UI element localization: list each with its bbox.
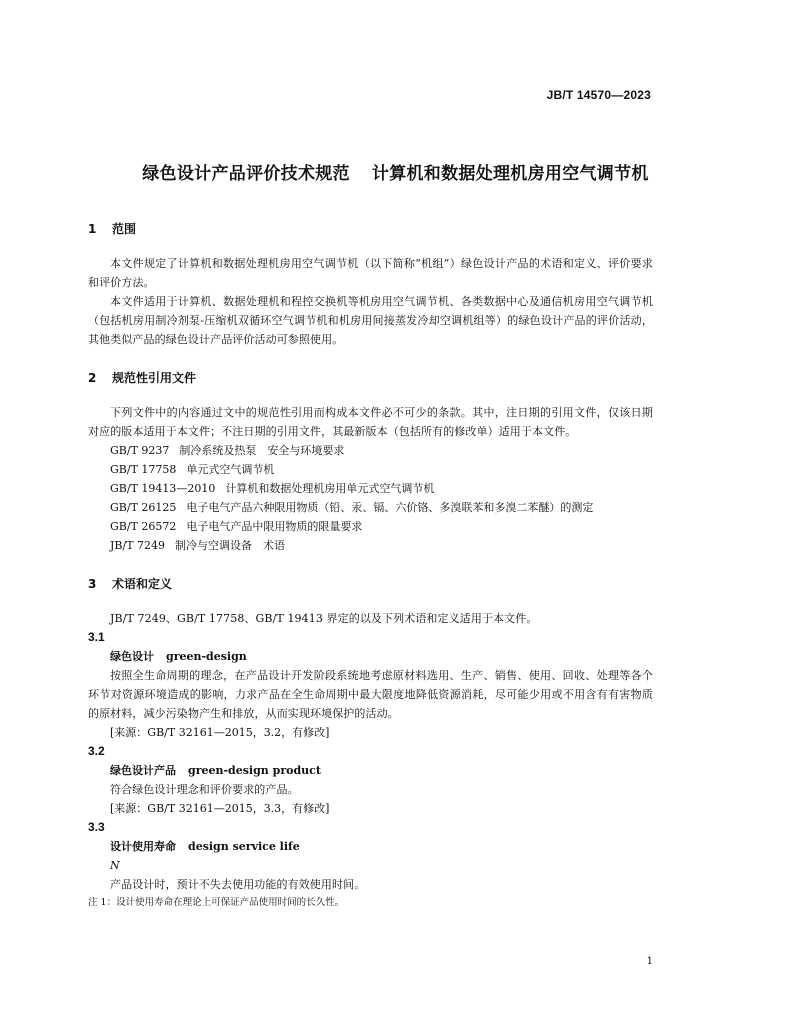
- title-part2: 计算机和数据处理机房用空气调节机: [371, 164, 649, 184]
- section2-number: 2: [88, 371, 97, 385]
- term-definition: 按照全生命周期的理念，在产品设计开发阶段系统地考虑原材料选用、生产、销售、使用、回收、处理等各个环节对资源环境造成的影响，力求产品在全生命周期中最大限度地降低资源消耗，尽可能少用或不用含有有害物质的原材料，减少污染物产生和排放，从而实现环境保护的活动。: [88, 669, 653, 720]
- reference-item: [88, 517, 653, 536]
- term-name-en: green-design: [166, 650, 247, 663]
- reference-code: GB/T 26125: [110, 501, 177, 514]
- section3-title: 术语和定义: [112, 577, 173, 591]
- reference-code: GB/T 19413—2010: [110, 482, 216, 495]
- reference-item: [88, 441, 653, 460]
- section1-number: 1: [88, 222, 97, 236]
- reference-item: [88, 498, 653, 517]
- reference-item: [88, 536, 653, 555]
- reference-item: [88, 479, 653, 498]
- reference-code: JB/T 7249: [110, 539, 166, 552]
- section2-intro: 下列文件中的内容通过文中的规范性引用而构成本文件必不可少的条款。其中，注日期的引用文件，仅该日期对应的版本适用于本文件；不注日期的引用文件，其最新版本（包括所有的修改单）适用于本文件。: [88, 406, 653, 438]
- term-name: [88, 647, 653, 666]
- section3-number: 3: [88, 577, 97, 591]
- reference-code: GB/T 26572: [110, 520, 177, 533]
- reference-item: [88, 460, 653, 479]
- term-name: [88, 837, 653, 856]
- term-name-en: design service life: [188, 840, 300, 853]
- term-number: 3.1: [88, 630, 105, 644]
- document-code: JB/T 14570—2023: [546, 88, 651, 102]
- term-name-cn: 设计使用寿命: [110, 840, 176, 853]
- term-definition: 产品设计时，预计不失去使用功能的有效使用时间。: [110, 878, 366, 891]
- term-number: 3.2: [88, 744, 105, 758]
- reference-code: GB/T 9237: [110, 444, 170, 457]
- reference-name: 计算机和数据处理机房用单元式空气调节机: [225, 482, 435, 495]
- section3-heading: [88, 575, 653, 593]
- reference-name: 单元式空气调节机: [186, 463, 275, 476]
- page-number: 1: [646, 956, 653, 967]
- term-name-cn: 绿色设计: [110, 650, 154, 663]
- section2-heading: [88, 369, 653, 387]
- title-part1: 绿色设计产品评价技术规范: [142, 164, 350, 184]
- reference-name: 电子电气产品中限用物质的限量要求: [186, 520, 363, 533]
- term-note: 注 1：设计使用寿命在理论上可保证产品使用时间的长久性。: [88, 897, 345, 908]
- reference-name: 制冷系统及热泵 安全与环境要求: [179, 444, 345, 457]
- term-name: [88, 761, 653, 780]
- reference-code: GB/T 17758: [110, 463, 177, 476]
- term-definition: 符合绿色设计理念和评价要求的产品。: [110, 783, 299, 796]
- section1-heading: [88, 220, 653, 238]
- term-name-cn: 绿色设计产品: [110, 764, 176, 777]
- section2-title: 规范性引用文件: [112, 371, 197, 385]
- reference-name: 制冷与空调设备 术语: [175, 539, 286, 552]
- term-source: [来源：GB/T 32161—2015，3.3，有修改]: [110, 802, 330, 815]
- term-number: 3.3: [88, 820, 105, 834]
- reference-name: 电子电气产品六种限用物质（铅、汞、镉、六价铬、多溴联苯和多溴二苯醚）的测定: [186, 501, 594, 514]
- term-source: [来源：GB/T 32161—2015，3.2，有修改]: [110, 726, 330, 739]
- document-title: [0, 159, 791, 184]
- section1-title: 范围: [112, 222, 137, 236]
- term-symbol: N: [110, 859, 120, 872]
- section1-para-1: 本文件规定了计算机和数据处理机房用空气调节机（以下简称“机组”）绿色设计产品的术语和定义、评价要求和评价方法。: [88, 257, 653, 289]
- section3-intro: JB/T 7249、GB/T 17758、GB/T 19413 界定的以及下列术语和定义适用于本文件。: [110, 612, 538, 625]
- term-name-en: green-design product: [188, 764, 321, 777]
- document-body: [88, 220, 653, 911]
- section1-para-2: 本文件适用于计算机、数据处理机和程控交换机等机房用空气调节机、各类数据中心及通信机房用空气调节机（包括机房用制冷剂泵-压缩机双循环空气调节机和机房用间接蒸发冷却空调机组等）的绿色设计产品的评价活动，其他类似产品的绿色设计产品评价活动可参照使用。: [88, 295, 653, 346]
